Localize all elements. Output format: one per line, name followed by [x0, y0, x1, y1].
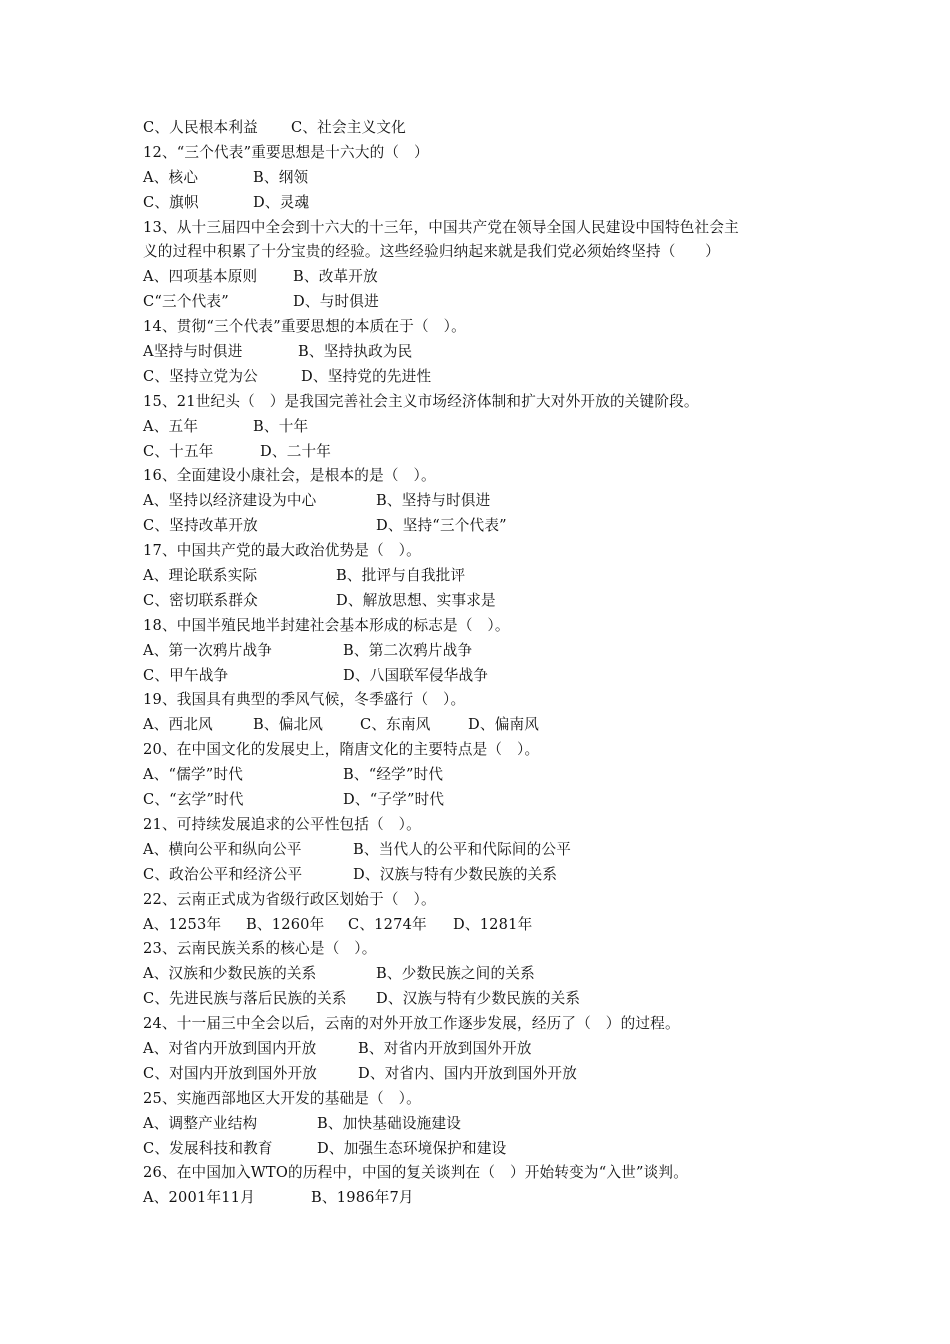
answer-option: C、“玄学”时代	[143, 791, 244, 809]
answer-options-row	[143, 191, 823, 216]
answer-options-row	[143, 564, 823, 589]
answer-options-row	[143, 116, 823, 141]
answer-option: C、甲午战争	[143, 666, 229, 684]
answer-option: C、十五年	[143, 442, 214, 460]
answer-option: D、汉族与特有少数民族的关系	[353, 865, 558, 883]
answer-option: B、纲领	[253, 168, 309, 186]
answer-options-row	[143, 763, 823, 788]
answer-option: C、坚持立党为公	[143, 367, 258, 385]
answer-option: A、五年	[143, 417, 199, 435]
answer-options-row	[143, 1112, 823, 1137]
answer-option: A、坚持以经济建设为中心	[143, 492, 317, 510]
question-text: 24、十一届三中全会以后，云南的对外开放工作逐步发展，经历了（ ）的过程。	[143, 1015, 680, 1033]
answer-options-row	[143, 987, 823, 1012]
answer-option: A、汉族和少数民族的关系	[143, 965, 317, 983]
answer-option: D、二十年	[260, 442, 332, 460]
answer-options-row	[143, 838, 823, 863]
question-text: 21、可持续发展追求的公平性包括（ ）。	[143, 815, 421, 833]
answer-option: D、偏南风	[468, 716, 540, 734]
answer-options-row	[143, 1137, 823, 1162]
answer-options-row	[143, 962, 823, 987]
answer-option: C、政治公平和经济公平	[143, 865, 303, 883]
answer-options-row	[143, 514, 823, 539]
answer-option: A、2001年11月	[143, 1189, 256, 1207]
question-text: 20、在中国文化的发展史上，隋唐文化的主要特点是（ ）。	[143, 741, 540, 759]
answer-option: A、第一次鸦片战争	[143, 641, 273, 659]
answer-option: D、“子学”时代	[343, 791, 445, 809]
answer-option: A、横向公平和纵向公平	[143, 840, 302, 858]
question-text: 19、我国具有典型的季风气候，冬季盛行（ ）。	[143, 691, 466, 709]
answer-options-row	[143, 863, 823, 888]
question-text: 义的过程中积累了十分宝贵的经验。这些经验归纳起来就是我们党必须始终坚持（ ）	[143, 243, 720, 261]
answer-option: C、旗帜	[143, 193, 199, 211]
answer-option: B、少数民族之间的关系	[376, 965, 535, 983]
answer-option: A、理论联系实际	[143, 567, 258, 585]
answer-options-row	[143, 1037, 823, 1062]
answer-options-row	[143, 913, 823, 938]
answer-option: B、第二次鸦片战争	[343, 641, 473, 659]
answer-option: D、1281年	[453, 915, 533, 933]
answer-option: D、解放思想、实事求是	[336, 591, 496, 609]
question-text: 15、21世纪头（ ）是我国完善社会主义市场经济体制和扩大对外开放的关键阶段。	[143, 392, 699, 410]
answer-option: D、灵魂	[253, 193, 310, 211]
answer-option: A、1253年	[143, 915, 222, 933]
answer-options-row	[143, 340, 823, 365]
answer-options-row	[143, 713, 823, 738]
question-text: 18、中国半殖民地半封建社会基本形成的标志是（ ）。	[143, 616, 510, 634]
answer-option: A、对省内开放到国内开放	[143, 1039, 317, 1057]
answer-option: B、加快基础设施建设	[317, 1114, 462, 1132]
question-text: 12、“三个代表”重要思想是十六大的（ ）	[143, 143, 429, 161]
question-text: 22、云南正式成为省级行政区划始于（ ）。	[143, 890, 436, 908]
answer-options-row	[143, 440, 823, 465]
answer-options-row	[143, 664, 823, 689]
answer-option: C“三个代表”	[143, 293, 229, 311]
question-text: 16、全面建设小康社会，是根本的是（ ）。	[143, 467, 436, 485]
answer-option: C、东南风	[360, 716, 431, 734]
answer-option: A、核心	[143, 168, 199, 186]
answer-option: D、坚持党的先进性	[301, 367, 432, 385]
answer-option: D、汉族与特有少数民族的关系	[376, 990, 581, 1008]
question-text: 23、云南民族关系的核心是（ ）。	[143, 940, 377, 958]
answer-option: B、1260年	[246, 915, 325, 933]
answer-option: B、对省内开放到国外开放	[358, 1039, 532, 1057]
question-text: 25、实施西部地区大开发的基础是（ ）。	[143, 1089, 421, 1107]
answer-option: C、发展科技和教育	[143, 1139, 273, 1157]
question-text: 17、中国共产党的最大政治优势是（ ）。	[143, 542, 421, 560]
answer-option: A、“儒学”时代	[143, 766, 244, 784]
answer-option: D、加强生态环境保护和建设	[317, 1139, 507, 1157]
answer-options-row	[143, 290, 823, 315]
answer-option: B、1986年7月	[311, 1189, 414, 1207]
answer-options-row	[143, 1062, 823, 1087]
answer-option: C、密切联系群众	[143, 591, 258, 609]
answer-option: A、调整产业结构	[143, 1114, 258, 1132]
answer-option: B、坚持执政为民	[298, 343, 413, 361]
question-list	[143, 116, 823, 1211]
answer-options-row	[143, 589, 823, 614]
answer-option: C、社会主义文化	[291, 119, 406, 136]
answer-option: D、坚持“三个代表”	[376, 517, 507, 535]
question-text: 14、贯彻“三个代表”重要思想的本质在于（ ）。	[143, 318, 466, 336]
answer-option: B、十年	[253, 417, 309, 435]
answer-option: B、批评与自我批评	[336, 567, 466, 585]
answer-options-row	[143, 639, 823, 664]
answer-options-row	[143, 415, 823, 440]
answer-option: D、与时俱进	[293, 293, 379, 311]
answer-option: D、八国联军侵华战争	[343, 666, 489, 684]
question-text: 26、在中国加入WTO的历程中，中国的复关谈判在（ ）开始转变为“入世”谈判。	[143, 1164, 688, 1182]
answer-option: D、对省内、国内开放到国外开放	[358, 1064, 578, 1082]
answer-option: C、1274年	[348, 915, 427, 933]
answer-option: A、四项基本原则	[143, 268, 258, 286]
answer-option: B、改革开放	[293, 268, 378, 286]
answer-option: C、坚持改革开放	[143, 517, 258, 535]
question-text: 13、从十三届四中全会到十六大的十三年，中国共产党在领导全国人民建设中国特色社会主	[143, 218, 739, 236]
answer-options-row	[143, 365, 823, 390]
answer-option: A坚持与时俱进	[143, 343, 243, 361]
answer-option: B、坚持与时俱进	[376, 492, 491, 510]
answer-options-row	[143, 1186, 823, 1211]
answer-option: C、人民根本利益	[143, 119, 258, 136]
answer-option: B、偏北风	[253, 716, 324, 734]
answer-options-row	[143, 489, 823, 514]
answer-option: B、“经学”时代	[343, 766, 444, 784]
answer-options-row	[143, 265, 823, 290]
answer-option: B、当代人的公平和代际间的公平	[353, 840, 572, 858]
answer-option: A、西北风	[143, 716, 213, 734]
answer-option: C、对国内开放到国外开放	[143, 1064, 318, 1082]
answer-options-row	[143, 166, 823, 191]
answer-options-row	[143, 788, 823, 813]
answer-option: C、先进民族与落后民族的关系	[143, 990, 347, 1008]
